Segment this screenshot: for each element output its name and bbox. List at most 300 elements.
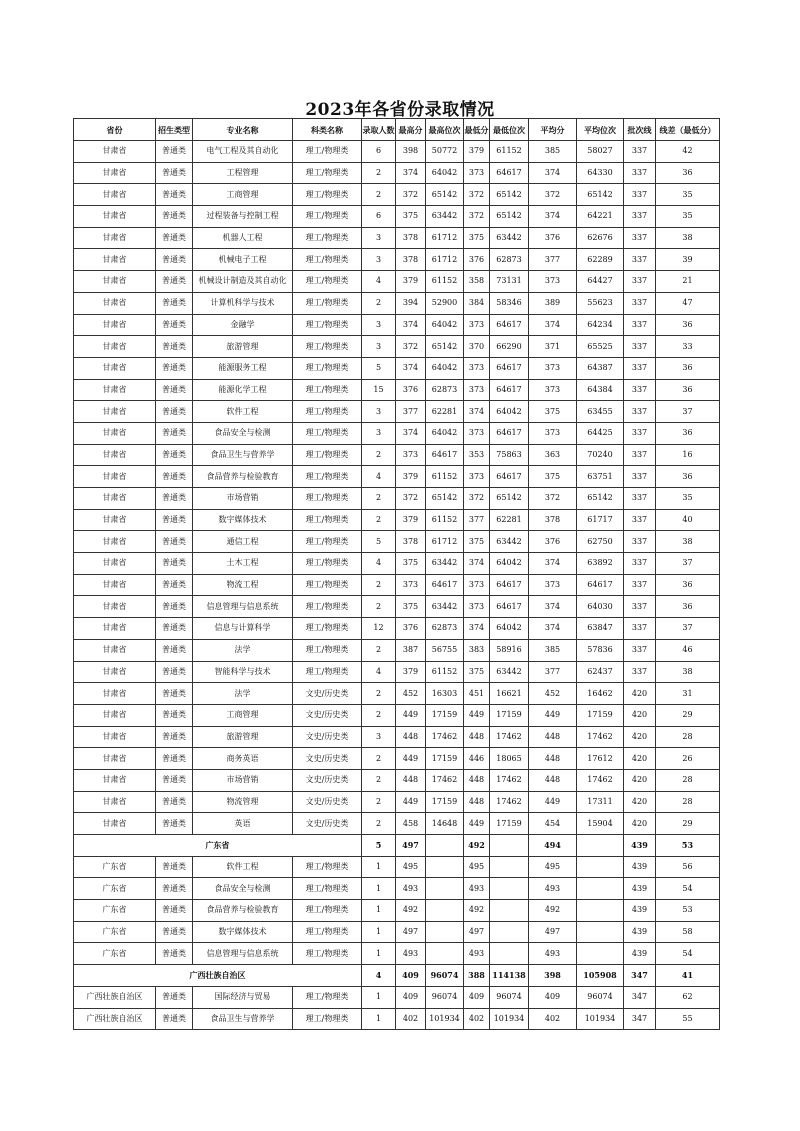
cell-batch-line: 439 <box>624 943 656 965</box>
cell-province: 甘肃省 <box>74 227 156 249</box>
cell-enroll-type: 普通类 <box>156 769 193 791</box>
cell-avg-score: 375 <box>529 466 577 488</box>
cell-avg-score: 375 <box>529 401 577 423</box>
cell-avg-rank: 62750 <box>577 531 624 553</box>
cell-min-score: 448 <box>464 726 490 748</box>
cell-min-rank: 65142 <box>490 206 529 228</box>
cell-avg-score: 373 <box>529 271 577 293</box>
cell-max-rank <box>426 856 464 878</box>
cell-line-diff: 26 <box>656 748 720 770</box>
table-row <box>74 986 720 1008</box>
cell-avg-rank: 64234 <box>577 314 624 336</box>
cell-category: 理工/物理类 <box>293 1008 362 1030</box>
cell-batch-line: 420 <box>624 748 656 770</box>
cell-avg-rank: 64384 <box>577 379 624 401</box>
cell-province: 甘肃省 <box>74 553 156 575</box>
cell-avg-score: 377 <box>529 661 577 683</box>
cell-major: 工商管理 <box>193 184 293 206</box>
cell-max-rank: 63442 <box>426 553 464 575</box>
cell-admitted-count: 6 <box>362 206 396 228</box>
cell-min-score: 446 <box>464 748 490 770</box>
table-row <box>74 1008 720 1030</box>
cell-min-score: 373 <box>464 466 490 488</box>
cell-batch-line: 337 <box>624 509 656 531</box>
cell-admitted-count: 3 <box>362 314 396 336</box>
summary-min-rank <box>490 835 529 857</box>
cell-major: 英语 <box>193 813 293 835</box>
cell-max-score: 372 <box>396 336 426 358</box>
header-batch-line: 批次线 <box>624 119 656 141</box>
summary-batch-line: 347 <box>624 965 656 987</box>
cell-min-score: 379 <box>464 141 490 163</box>
cell-min-score: 449 <box>464 813 490 835</box>
table-row <box>74 661 720 683</box>
cell-avg-rank: 17462 <box>577 769 624 791</box>
cell-province: 甘肃省 <box>74 596 156 618</box>
cell-max-rank: 52900 <box>426 292 464 314</box>
cell-admitted-count: 3 <box>362 336 396 358</box>
table-header-row <box>74 119 720 141</box>
cell-admitted-count: 6 <box>362 141 396 163</box>
cell-category: 文史/历史类 <box>293 683 362 705</box>
cell-max-rank: 14648 <box>426 813 464 835</box>
cell-admitted-count: 2 <box>362 488 396 510</box>
cell-avg-score: 385 <box>529 141 577 163</box>
cell-min-rank: 58916 <box>490 639 529 661</box>
cell-line-diff: 38 <box>656 531 720 553</box>
cell-province: 广东省 <box>74 856 156 878</box>
cell-max-rank: 61152 <box>426 509 464 531</box>
cell-avg-rank: 63455 <box>577 401 624 423</box>
cell-province: 甘肃省 <box>74 444 156 466</box>
cell-min-rank <box>490 900 529 922</box>
cell-avg-rank <box>577 943 624 965</box>
cell-avg-rank: 101934 <box>577 1008 624 1030</box>
cell-min-score: 383 <box>464 639 490 661</box>
cell-min-score: 402 <box>464 1008 490 1030</box>
cell-enroll-type: 普通类 <box>156 249 193 271</box>
header-avg-score: 平均分 <box>529 119 577 141</box>
table-row <box>74 726 720 748</box>
cell-province: 甘肃省 <box>74 271 156 293</box>
cell-max-rank: 64617 <box>426 444 464 466</box>
cell-avg-score: 376 <box>529 531 577 553</box>
cell-batch-line: 420 <box>624 769 656 791</box>
cell-category: 理工/物理类 <box>293 249 362 271</box>
summary-min-score: 388 <box>464 965 490 987</box>
cell-avg-rank <box>577 878 624 900</box>
table-row <box>74 639 720 661</box>
cell-avg-score: 452 <box>529 683 577 705</box>
cell-line-diff: 46 <box>656 639 720 661</box>
cell-min-rank: 96074 <box>490 986 529 1008</box>
page-title: 2023年各省份录取情况 <box>305 100 495 120</box>
cell-max-rank: 16303 <box>426 683 464 705</box>
cell-min-score: 373 <box>464 357 490 379</box>
cell-max-score: 492 <box>396 900 426 922</box>
cell-category: 理工/物理类 <box>293 986 362 1008</box>
cell-max-rank: 65142 <box>426 184 464 206</box>
cell-enroll-type: 普通类 <box>156 422 193 444</box>
cell-major: 国际经济与贸易 <box>193 986 293 1008</box>
cell-max-score: 452 <box>396 683 426 705</box>
cell-admitted-count: 2 <box>362 813 396 835</box>
cell-line-diff: 28 <box>656 769 720 791</box>
cell-min-score: 353 <box>464 444 490 466</box>
cell-enroll-type: 普通类 <box>156 574 193 596</box>
cell-avg-score: 374 <box>529 206 577 228</box>
cell-batch-line: 337 <box>624 227 656 249</box>
cell-province: 甘肃省 <box>74 422 156 444</box>
cell-min-score: 448 <box>464 791 490 813</box>
cell-enroll-type: 普通类 <box>156 292 193 314</box>
cell-max-score: 495 <box>396 856 426 878</box>
cell-province: 甘肃省 <box>74 401 156 423</box>
cell-admitted-count: 1 <box>362 943 396 965</box>
cell-admitted-count: 1 <box>362 900 396 922</box>
cell-max-score: 448 <box>396 769 426 791</box>
cell-avg-score: 492 <box>529 900 577 922</box>
header-province: 省份 <box>74 119 156 141</box>
cell-max-rank: 101934 <box>426 1008 464 1030</box>
cell-avg-score: 371 <box>529 336 577 358</box>
cell-province: 广东省 <box>74 900 156 922</box>
header-max-score: 最高分 <box>396 119 426 141</box>
cell-line-diff: 16 <box>656 444 720 466</box>
cell-enroll-type: 普通类 <box>156 379 193 401</box>
cell-avg-rank: 65142 <box>577 488 624 510</box>
cell-major: 金融学 <box>193 314 293 336</box>
cell-min-score: 375 <box>464 661 490 683</box>
cell-batch-line: 337 <box>624 314 656 336</box>
cell-batch-line: 337 <box>624 162 656 184</box>
cell-category: 理工/物理类 <box>293 292 362 314</box>
cell-major: 数字媒体技术 <box>193 509 293 531</box>
summary-province-name: 广东省 <box>74 835 362 857</box>
cell-min-rank: 65142 <box>490 488 529 510</box>
cell-max-score: 376 <box>396 379 426 401</box>
cell-batch-line: 337 <box>624 618 656 640</box>
cell-admitted-count: 4 <box>362 466 396 488</box>
cell-line-diff: 33 <box>656 336 720 358</box>
cell-province: 甘肃省 <box>74 357 156 379</box>
cell-min-score: 449 <box>464 704 490 726</box>
cell-min-score: 377 <box>464 509 490 531</box>
cell-enroll-type: 普通类 <box>156 986 193 1008</box>
cell-max-score: 409 <box>396 986 426 1008</box>
cell-avg-score: 448 <box>529 748 577 770</box>
cell-category: 理工/物理类 <box>293 357 362 379</box>
cell-admitted-count: 2 <box>362 704 396 726</box>
cell-line-diff: 36 <box>656 574 720 596</box>
table-row <box>74 574 720 596</box>
cell-max-rank: 50772 <box>426 141 464 163</box>
cell-min-rank <box>490 856 529 878</box>
cell-max-rank: 61152 <box>426 271 464 293</box>
cell-min-rank: 63442 <box>490 531 529 553</box>
summary-province-name: 广西壮族自治区 <box>74 965 362 987</box>
cell-enroll-type: 普通类 <box>156 943 193 965</box>
cell-max-rank: 65142 <box>426 488 464 510</box>
cell-min-rank <box>490 878 529 900</box>
cell-max-score: 375 <box>396 553 426 575</box>
cell-max-rank: 63442 <box>426 206 464 228</box>
table-row <box>74 336 720 358</box>
cell-max-score: 376 <box>396 618 426 640</box>
table-row <box>74 509 720 531</box>
cell-batch-line: 420 <box>624 813 656 835</box>
cell-min-rank: 62873 <box>490 249 529 271</box>
cell-batch-line: 420 <box>624 683 656 705</box>
cell-major: 信息管理与信息系统 <box>193 943 293 965</box>
cell-line-diff: 40 <box>656 509 720 531</box>
cell-line-diff: 62 <box>656 986 720 1008</box>
cell-line-diff: 28 <box>656 726 720 748</box>
cell-max-rank: 65142 <box>426 336 464 358</box>
cell-avg-score: 493 <box>529 943 577 965</box>
cell-min-rank: 64042 <box>490 553 529 575</box>
cell-max-rank: 96074 <box>426 986 464 1008</box>
summary-line-diff: 41 <box>656 965 720 987</box>
cell-max-rank <box>426 943 464 965</box>
header-avg-rank: 平均位次 <box>577 119 624 141</box>
cell-batch-line: 337 <box>624 596 656 618</box>
cell-avg-rank: 58027 <box>577 141 624 163</box>
cell-admitted-count: 5 <box>362 531 396 553</box>
cell-max-score: 379 <box>396 271 426 293</box>
cell-line-diff: 35 <box>656 488 720 510</box>
cell-avg-score: 495 <box>529 856 577 878</box>
cell-max-score: 377 <box>396 401 426 423</box>
cell-max-score: 398 <box>396 141 426 163</box>
cell-enroll-type: 普通类 <box>156 357 193 379</box>
cell-max-score: 493 <box>396 943 426 965</box>
cell-batch-line: 337 <box>624 553 656 575</box>
cell-admitted-count: 4 <box>362 661 396 683</box>
cell-major: 法学 <box>193 639 293 661</box>
cell-avg-score: 449 <box>529 791 577 813</box>
table-row <box>74 683 720 705</box>
cell-province: 甘肃省 <box>74 769 156 791</box>
cell-min-score: 493 <box>464 943 490 965</box>
cell-category: 文史/历史类 <box>293 791 362 813</box>
cell-avg-score: 373 <box>529 357 577 379</box>
table-row <box>74 422 720 444</box>
cell-min-score: 372 <box>464 206 490 228</box>
cell-max-rank: 64042 <box>426 314 464 336</box>
cell-avg-rank: 70240 <box>577 444 624 466</box>
cell-province: 甘肃省 <box>74 206 156 228</box>
cell-province: 广东省 <box>74 943 156 965</box>
cell-enroll-type: 普通类 <box>156 726 193 748</box>
cell-avg-rank <box>577 856 624 878</box>
table-row <box>74 748 720 770</box>
cell-max-score: 378 <box>396 227 426 249</box>
table-row <box>74 444 720 466</box>
header-min-score: 最低分 <box>464 119 490 141</box>
cell-min-score: 373 <box>464 422 490 444</box>
summary-line-diff: 53 <box>656 835 720 857</box>
summary-max-score: 497 <box>396 835 426 857</box>
cell-avg-rank: 17612 <box>577 748 624 770</box>
table-row <box>74 206 720 228</box>
cell-batch-line: 420 <box>624 791 656 813</box>
cell-enroll-type: 普通类 <box>156 509 193 531</box>
cell-province: 甘肃省 <box>74 574 156 596</box>
cell-enroll-type: 普通类 <box>156 531 193 553</box>
cell-enroll-type: 普通类 <box>156 596 193 618</box>
cell-avg-score: 409 <box>529 986 577 1008</box>
cell-category: 理工/物理类 <box>293 574 362 596</box>
cell-admitted-count: 2 <box>362 184 396 206</box>
cell-min-rank: 75863 <box>490 444 529 466</box>
cell-category: 理工/物理类 <box>293 553 362 575</box>
cell-batch-line: 337 <box>624 271 656 293</box>
cell-major: 食品营养与检验教育 <box>193 466 293 488</box>
cell-major: 能源服务工程 <box>193 357 293 379</box>
cell-line-diff: 55 <box>656 1008 720 1030</box>
cell-max-rank: 17462 <box>426 726 464 748</box>
cell-major: 市场营销 <box>193 488 293 510</box>
cell-min-rank: 65142 <box>490 184 529 206</box>
cell-enroll-type: 普通类 <box>156 618 193 640</box>
cell-min-rank: 63442 <box>490 661 529 683</box>
cell-enroll-type: 普通类 <box>156 336 193 358</box>
cell-min-rank: 64617 <box>490 162 529 184</box>
cell-admitted-count: 2 <box>362 162 396 184</box>
cell-major: 过程装备与控制工程 <box>193 206 293 228</box>
table-row <box>74 162 720 184</box>
cell-category: 理工/物理类 <box>293 227 362 249</box>
cell-max-score: 449 <box>396 704 426 726</box>
cell-province: 广西壮族自治区 <box>74 986 156 1008</box>
cell-batch-line: 420 <box>624 704 656 726</box>
cell-category: 理工/物理类 <box>293 661 362 683</box>
cell-max-score: 373 <box>396 574 426 596</box>
cell-avg-rank: 63892 <box>577 553 624 575</box>
cell-enroll-type: 普通类 <box>156 856 193 878</box>
cell-avg-rank: 55623 <box>577 292 624 314</box>
cell-avg-rank: 64030 <box>577 596 624 618</box>
cell-min-score: 492 <box>464 900 490 922</box>
cell-enroll-type: 普通类 <box>156 1008 193 1030</box>
table-row <box>74 856 720 878</box>
cell-max-score: 378 <box>396 531 426 553</box>
cell-min-score: 372 <box>464 184 490 206</box>
cell-admitted-count: 1 <box>362 878 396 900</box>
cell-enroll-type: 普通类 <box>156 704 193 726</box>
cell-min-rank: 17462 <box>490 791 529 813</box>
cell-major: 物流工程 <box>193 574 293 596</box>
cell-avg-score: 378 <box>529 509 577 531</box>
cell-min-rank: 64617 <box>490 574 529 596</box>
table-row <box>74 769 720 791</box>
cell-enroll-type: 普通类 <box>156 900 193 922</box>
cell-min-score: 375 <box>464 531 490 553</box>
table-row <box>74 379 720 401</box>
cell-batch-line: 337 <box>624 574 656 596</box>
cell-major: 土木工程 <box>193 553 293 575</box>
cell-min-rank: 64617 <box>490 379 529 401</box>
cell-category: 理工/物理类 <box>293 531 362 553</box>
cell-min-rank: 61152 <box>490 141 529 163</box>
cell-min-rank: 64617 <box>490 596 529 618</box>
cell-max-rank <box>426 878 464 900</box>
summary-max-score: 409 <box>396 965 426 987</box>
summary-max-rank: 96074 <box>426 965 464 987</box>
cell-max-score: 375 <box>396 206 426 228</box>
cell-enroll-type: 普通类 <box>156 791 193 813</box>
cell-avg-rank: 57836 <box>577 639 624 661</box>
cell-min-score: 493 <box>464 878 490 900</box>
cell-admitted-count: 2 <box>362 509 396 531</box>
cell-major: 商务英语 <box>193 748 293 770</box>
cell-min-rank: 17462 <box>490 726 529 748</box>
cell-major: 信息管理与信息系统 <box>193 596 293 618</box>
cell-avg-rank: 65525 <box>577 336 624 358</box>
cell-major: 工商管理 <box>193 704 293 726</box>
cell-min-rank: 73131 <box>490 271 529 293</box>
cell-batch-line: 420 <box>624 726 656 748</box>
cell-batch-line: 439 <box>624 900 656 922</box>
cell-line-diff: 37 <box>656 553 720 575</box>
summary-avg-rank <box>577 835 624 857</box>
cell-category: 文史/历史类 <box>293 769 362 791</box>
cell-avg-rank <box>577 921 624 943</box>
cell-max-score: 449 <box>396 748 426 770</box>
cell-line-diff: 54 <box>656 878 720 900</box>
cell-max-score: 374 <box>396 422 426 444</box>
cell-admitted-count: 1 <box>362 921 396 943</box>
cell-admitted-count: 1 <box>362 856 396 878</box>
cell-avg-score: 448 <box>529 769 577 791</box>
cell-max-rank <box>426 921 464 943</box>
cell-category: 理工/物理类 <box>293 618 362 640</box>
cell-avg-rank: 62289 <box>577 249 624 271</box>
cell-max-score: 375 <box>396 596 426 618</box>
cell-enroll-type: 普通类 <box>156 748 193 770</box>
cell-avg-rank: 16462 <box>577 683 624 705</box>
cell-max-rank: 17159 <box>426 791 464 813</box>
cell-admitted-count: 3 <box>362 401 396 423</box>
cell-admitted-count: 15 <box>362 379 396 401</box>
cell-min-score: 374 <box>464 401 490 423</box>
cell-enroll-type: 普通类 <box>156 878 193 900</box>
cell-avg-score: 372 <box>529 488 577 510</box>
cell-max-score: 372 <box>396 488 426 510</box>
cell-avg-score: 373 <box>529 574 577 596</box>
cell-max-rank: 56755 <box>426 639 464 661</box>
cell-major: 机器人工程 <box>193 227 293 249</box>
cell-avg-score: 377 <box>529 249 577 271</box>
cell-min-score: 373 <box>464 314 490 336</box>
cell-min-rank: 62281 <box>490 509 529 531</box>
cell-avg-score: 493 <box>529 878 577 900</box>
cell-max-rank: 61712 <box>426 227 464 249</box>
cell-avg-score: 374 <box>529 618 577 640</box>
cell-max-rank: 63442 <box>426 596 464 618</box>
cell-admitted-count: 2 <box>362 639 396 661</box>
cell-max-rank: 17159 <box>426 748 464 770</box>
cell-min-rank: 64617 <box>490 314 529 336</box>
cell-avg-rank: 15904 <box>577 813 624 835</box>
cell-max-rank: 61712 <box>426 531 464 553</box>
table-row <box>74 921 720 943</box>
header-line-diff: 线差（最低分） <box>656 119 720 141</box>
table-row <box>74 813 720 835</box>
table-row <box>74 184 720 206</box>
cell-enroll-type: 普通类 <box>156 639 193 661</box>
